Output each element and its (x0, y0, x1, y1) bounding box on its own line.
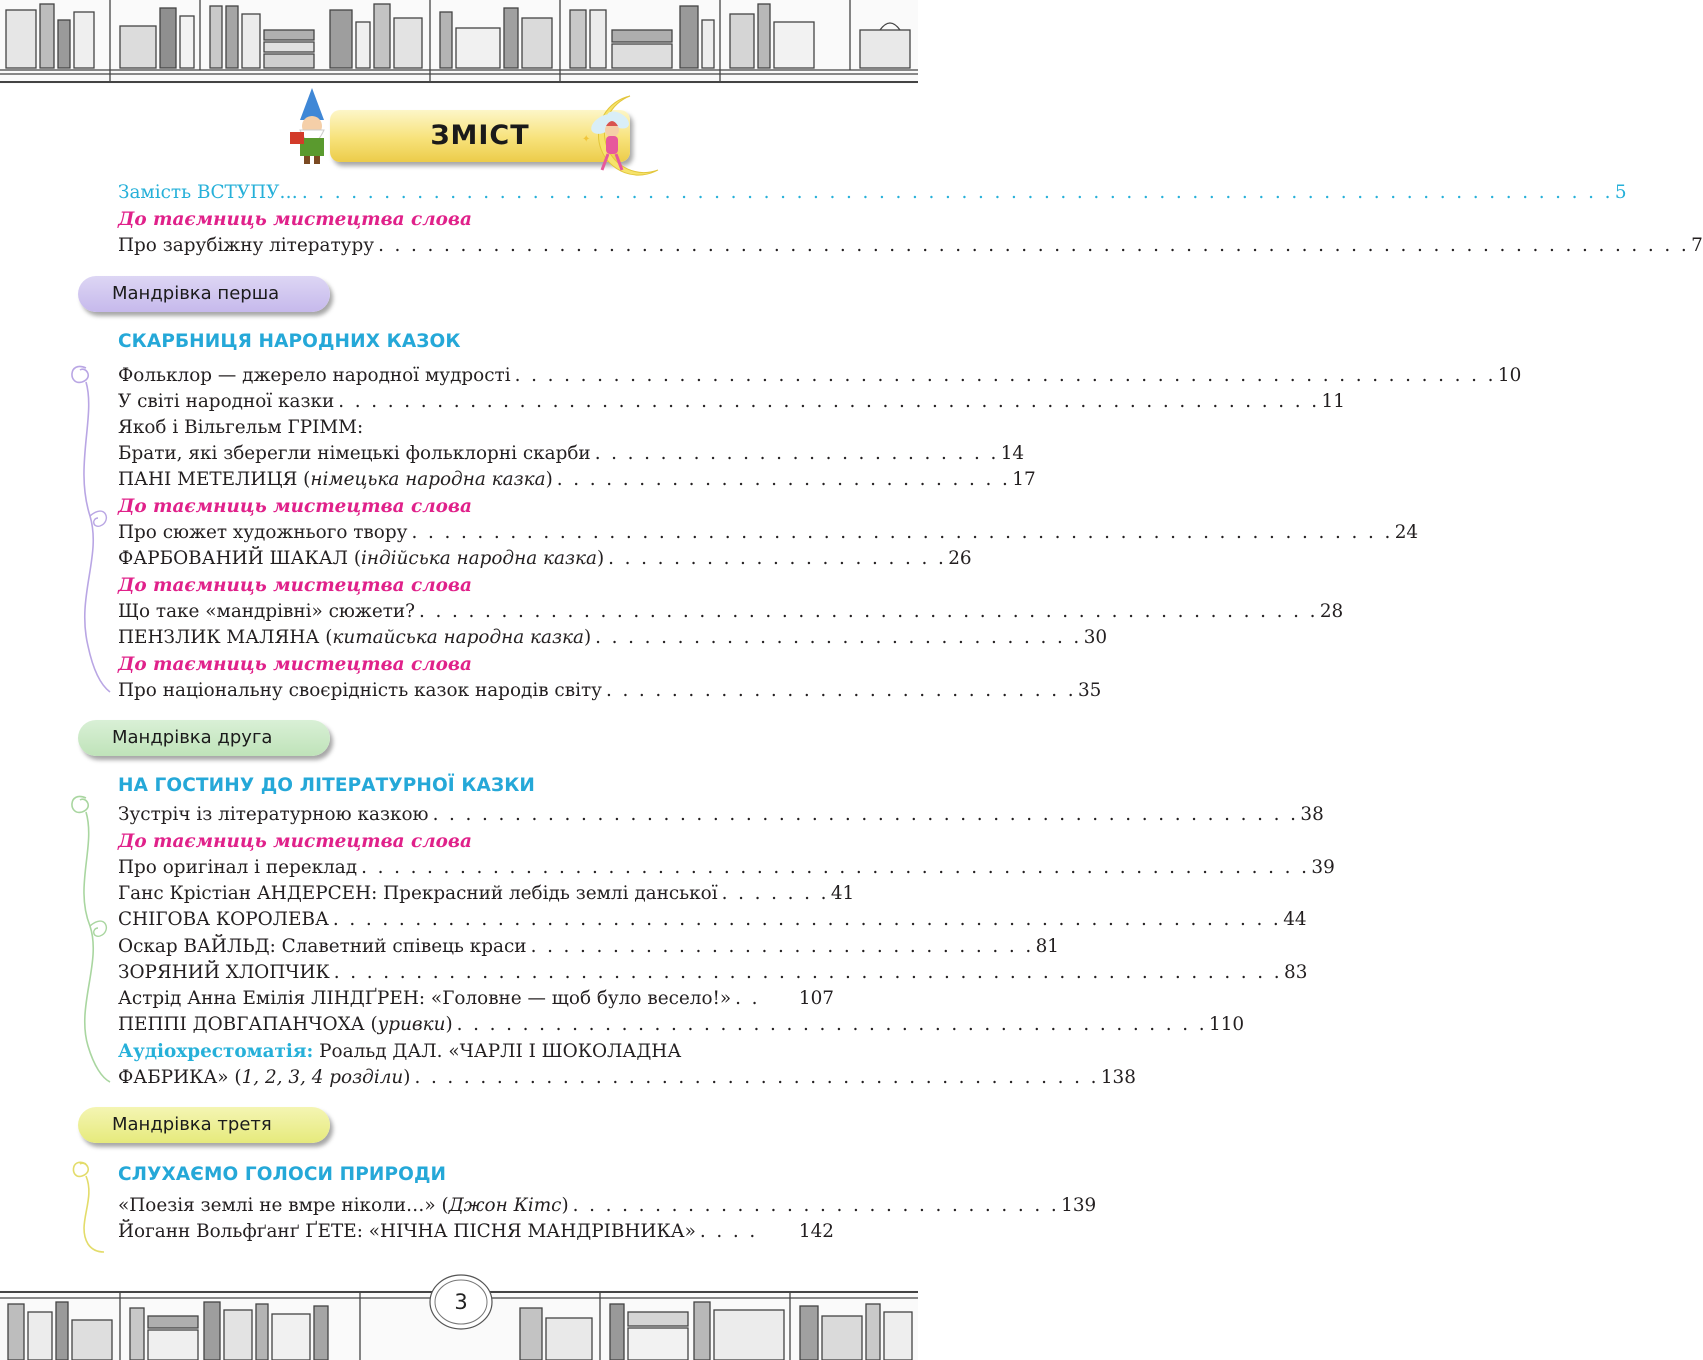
toc-entry-title: Брати, які зберегли німецькі фольклорні скарби (118, 443, 591, 464)
toc-entry[interactable] (118, 855, 1335, 881)
page-number-badge (428, 1272, 494, 1332)
toc-entry-title: ФАРБОВАНИЙ ШАКАЛ (індійська народна казка) (118, 548, 605, 569)
mystery-heading: До таємниць мистецтва слова (118, 654, 472, 675)
dot-leader: . . . . . . . . . . . . . . . . . . . . . (608, 548, 947, 569)
mystery-heading: До таємниць мистецтва слова (118, 575, 472, 596)
dot-leader: . . . . . . . . . . . . . . . . . . . . . . . . . . . . . . . . . . . . . . . . . . . . . . . . . . . . . . . . . . . . (338, 391, 1320, 412)
toc-entry-title: Астрід Анна Емілія ЛІНДҐРЕН: «Головне — щоб було весело!» (118, 988, 732, 1009)
toc-entry-title: СНІГОВА КОРОЛЕВА (118, 909, 329, 930)
page-number: 3 (454, 1290, 468, 1314)
toc-entry-title: Що таке «мандрівні» сюжети? (118, 601, 416, 622)
dot-leader: . . . . . . . . . . . . . . . . . . . . . . . . . . . . . . . . . . . . . . . . . . . . . . . . . . . . . . . . . . . . . . . . . . . . . . . . . . . . . . . . (301, 182, 1613, 203)
toc-entry[interactable] (118, 520, 1419, 546)
toc-entry-title: Ганс Крістіан АНДЕРСЕН: Прекрасний лебідь землі данської (118, 883, 718, 904)
toc-entry-page: 30 (1083, 627, 1108, 648)
toc-entry-page: 7 (1691, 235, 1703, 256)
part-3-pill: Мандрівка третя (78, 1107, 330, 1143)
toc-author-line: Якоб і Вільгельм ГРІММ: (118, 417, 364, 438)
toc-entry[interactable] (118, 802, 1324, 828)
svg-text:✦: ✦ (582, 134, 591, 145)
dot-leader: . . . . . . . . . . . . . . . . . . . . . . . . . . . . . . (572, 1195, 1060, 1216)
dot-leader: . . (735, 988, 760, 1009)
title-banner (282, 84, 668, 180)
toc-entry-title: Оскар ВАЙЛЬД: Славетний співець краси (118, 936, 527, 957)
toc-entry[interactable] (118, 1193, 1097, 1219)
toc-entry[interactable] (118, 1012, 1245, 1038)
toc-entry-page: 11 (1321, 391, 1345, 412)
dot-leader: . . . . . . . . . . . . . . . . . . . . . . . . . . . . . . . . . . . . . . . . . . . . . . . . . . . . . . . . . . . . (514, 365, 1496, 386)
toc-entry-page: 5 (1614, 182, 1627, 203)
dot-leader: . . . . . . . . . . . . . . . . . . . . . . . . . . . . . . . . . . . . . . . . . . . . . . . . . . . . . . . . . . (333, 962, 1283, 983)
toc-entry-title: Про оригінал і переклад (118, 857, 358, 878)
gnome-illustration (282, 86, 340, 166)
toc-entry-page: 26 (948, 548, 972, 569)
dot-leader: . . . . . . . . . . . . . . . . . . . . . . . . . . . . . . . (530, 936, 1034, 957)
toc-entry-title: ФАБРИКА» (1, 2, 3, 4 розділи) (118, 1067, 411, 1088)
toc-entry-title: ЗОРЯНИЙ ХЛОПЧИК (118, 962, 330, 983)
toc-entry-page: 138 (1100, 1067, 1136, 1088)
toc-entry[interactable] (118, 678, 1102, 704)
dot-leader: . . . . . . . . . . . . . . . . . . . . . . . . . . . . . . (595, 627, 1082, 648)
toc-entry[interactable] (118, 881, 855, 907)
toc-entry-page: 139 (1061, 1195, 1097, 1216)
toc-entry-title: «Поезія землі не вмре ніколи…» (Джон Кітс) (118, 1195, 569, 1216)
toc-entry-page: 24 (1394, 522, 1419, 543)
toc-entry-page: 107 (798, 988, 834, 1009)
mystery-heading: До таємниць мистецтва слова (118, 831, 472, 852)
dot-leader: . . . . . . . . . . . . . . . . . . . . . . . . . . . . . . . . . . . . . . . . . . . . . . . . . . . . . . . . . . (361, 857, 1310, 878)
toc-entry[interactable] (118, 389, 1345, 415)
toc-entry[interactable] (118, 625, 1108, 651)
toc-entry[interactable] (118, 986, 834, 1012)
toc-entry[interactable] (118, 960, 1308, 986)
toc-entry-page: 10 (1497, 365, 1522, 386)
toc-entry-title: У світі народної казки (118, 391, 335, 412)
toc-entry[interactable] (118, 441, 1025, 467)
swirl-ornament (66, 786, 112, 1086)
toc-entry-page: 28 (1319, 601, 1344, 622)
toc-entry-title: Зустріч із літературною казкою (118, 804, 429, 825)
swirl-ornament (66, 356, 112, 696)
bookshelf-illustration-top (0, 0, 918, 84)
part-1-pill: Мандрівка перша (78, 276, 330, 312)
toc-entry-title: ПАНІ МЕТЕЛИЦЯ (німецька народна казка) (118, 469, 553, 490)
audio-label: Аудіохрестоматія: (118, 1041, 314, 1062)
toc-entry-title: Про сюжет художнього твору (118, 522, 408, 543)
toc-entry[interactable] (118, 907, 1307, 933)
page-title: ЗМІСТ (430, 120, 530, 151)
toc-audio-line (118, 1039, 681, 1065)
toc-entry[interactable] (118, 546, 972, 572)
dot-leader: . . . . . . . . . . . . . . . . . . . . . . . . . . . . . . . . . . . . . . . . . . . . . . . . . . . . . . . . . . . . . . . . . . . . . . . . . . . . . . . . (378, 235, 1690, 256)
section-heading: СЛУХАЄМО ГОЛОСИ ПРИРОДИ (118, 1164, 447, 1185)
toc-entry-intro[interactable] (118, 180, 1627, 206)
toc-entry-title: Роальд ДАЛ. «ЧАРЛІ І ШОКОЛАДНА (319, 1041, 682, 1062)
toc-entry[interactable] (118, 1219, 834, 1245)
dot-leader: . . . . . . . (721, 883, 829, 904)
dot-leader: . . . . . . . . . . . . . . . . . . . . . . . . . . . . . . . . . . . . . . . . . . . . . . . . . . . . . . . . . . . . (411, 522, 1393, 543)
dot-leader: . . . . . . . . . . . . . . . . . . . . . . . . . . . . . . . . . . . . . . . . . . . . . . (456, 1014, 1208, 1035)
toc-entry-title: ПЕППІ ДОВГАПАНЧОХА (уривки) (118, 1014, 453, 1035)
dot-leader: . . . . . . . . . . . . . . . . . . . . . . . . . . . . . . . . . . . . . . . . . . (414, 1067, 1099, 1088)
dot-leader: . . . . (699, 1221, 758, 1242)
fairy-on-moon-illustration (578, 90, 664, 182)
toc-entry-page: 110 (1209, 1014, 1245, 1035)
dot-leader: . . . . . . . . . . . . . . . . . . . . . . . . . . . . . . . . . . . . . . . . . . . . . . . . . . . . . . . . . . (332, 909, 1282, 930)
section-heading: СКАРБНИЦЯ НАРОДНИХ КАЗОК (118, 331, 461, 352)
toc-entry-page: 17 (1012, 469, 1036, 490)
dot-leader: . . . . . . . . . . . . . . . . . . . . . . . . . (594, 443, 999, 464)
toc-entry-title: Йоганн Вольфґанґ ҐЕТЕ: «НІЧНА ПІСНЯ МАНДРІВНИКА» (118, 1221, 696, 1242)
toc-entry-title: Замість ВСТУПУ… (118, 182, 298, 203)
toc-entry[interactable] (118, 934, 1059, 960)
toc-entry[interactable] (118, 233, 1703, 259)
toc-entry-page: 44 (1283, 909, 1307, 930)
toc-entry-page: 83 (1284, 962, 1308, 983)
section-heading: НА ГОСТИНУ ДО ЛІТЕРАТУРНОЇ КАЗКИ (118, 775, 536, 796)
toc-entry-page: 14 (1000, 443, 1025, 464)
toc-entry-page: 39 (1311, 857, 1335, 878)
part-2-pill: Мандрівка друга (78, 720, 330, 756)
dot-leader: . . . . . . . . . . . . . . . . . . . . . . . . . . . . . . . . . . . . . . . . . . . . . . . . . . . . . . . (419, 601, 1318, 622)
toc-entry-page: 35 (1077, 680, 1102, 701)
dot-leader: . . . . . . . . . . . . . . . . . . . . . . . . . . . . . . . . . . . . . . . . . . . . . . . . . . . . . (432, 804, 1299, 825)
toc-entry-title: Про національну своєрідність казок народів світу (118, 680, 602, 701)
toc-entry-page: 81 (1035, 936, 1059, 957)
toc-entry-title: Про зарубіжну літературу (118, 235, 375, 256)
toc-entry-title: ПЕНЗЛИК МАЛЯНА (китайська народна казка) (118, 627, 592, 648)
toc-entry[interactable] (118, 467, 1036, 493)
swirl-ornament (70, 1154, 110, 1254)
toc-entry-page: 38 (1300, 804, 1324, 825)
toc-entry[interactable] (118, 363, 1522, 389)
toc-entry[interactable] (118, 599, 1344, 625)
dot-leader: . . . . . . . . . . . . . . . . . . . . . . . . . . . . (556, 469, 1011, 490)
mystery-heading: До таємниць мистецтва слова (118, 496, 472, 517)
dot-leader: . . . . . . . . . . . . . . . . . . . . . . . . . . . . . (605, 680, 1076, 701)
toc-entry-page: 142 (798, 1221, 834, 1242)
toc-entry-page: 41 (830, 883, 855, 904)
toc-entry-title: Фольклор — джерело народної мудрості (118, 365, 511, 386)
toc-entry[interactable] (118, 1065, 1136, 1091)
mystery-heading: До таємниць мистецтва слова (118, 209, 472, 230)
